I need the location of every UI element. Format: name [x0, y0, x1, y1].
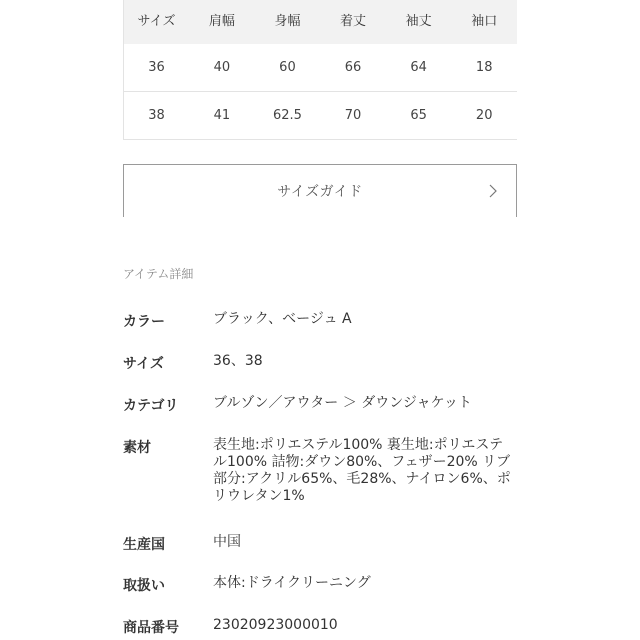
detail-value: 中国	[213, 534, 241, 550]
table-cell: 41	[189, 92, 255, 140]
table-cell: 66	[320, 44, 386, 92]
table-cell: 36	[124, 44, 190, 92]
table-row	[124, 44, 518, 92]
table-cell: 38	[124, 92, 190, 140]
chevron-right-icon	[486, 184, 500, 198]
table-cell: 65	[386, 92, 452, 140]
size-table-header	[124, 0, 518, 44]
table-cell: 64	[386, 44, 452, 92]
item-details-heading: アイテム詳細	[123, 267, 194, 281]
size-guide-label: サイズガイド	[277, 184, 363, 200]
table-row	[124, 92, 518, 140]
detail-label: カラー	[123, 314, 165, 330]
header-body-width: 身幅	[255, 0, 321, 44]
detail-row-material	[123, 437, 523, 505]
detail-label: 商品番号	[123, 620, 179, 636]
material-line: ル100% 詰物:ダウン80%、フェザー20% リブ	[213, 454, 511, 470]
header-sleeve-length: 袖丈	[386, 0, 452, 44]
table-cell: 70	[320, 92, 386, 140]
detail-label: 素材	[123, 440, 151, 456]
detail-row-size	[123, 353, 523, 373]
detail-value-material	[213, 437, 523, 505]
detail-value: 36、38	[213, 353, 263, 369]
detail-value: ブルゾン／アウター ＞ ダウンジャケット	[213, 395, 472, 411]
material-line: リウレタン1%	[213, 488, 305, 504]
header-size: サイズ	[124, 0, 190, 44]
detail-label: サイズ	[123, 356, 164, 372]
detail-value: ブラック、ベージュ A	[213, 311, 352, 327]
size-table	[123, 0, 517, 140]
detail-row-category	[123, 395, 523, 415]
detail-value: 本体:ドライクリーニング	[213, 575, 371, 591]
detail-value: 23020923000010	[213, 617, 338, 633]
header-shoulder-width: 肩幅	[189, 0, 255, 44]
table-cell: 60	[255, 44, 321, 92]
table-cell: 62.5	[255, 92, 321, 140]
table-cell: 18	[451, 44, 517, 92]
material-line: 表生地:ポリエステル100% 裏生地:ポリエステ	[213, 437, 504, 453]
size-guide-button[interactable]	[123, 164, 517, 217]
material-line: 部分:アクリル65%、毛28%、ナイロン6%、ポ	[213, 471, 511, 487]
detail-row-color	[123, 311, 523, 331]
detail-label: カテゴリ	[123, 398, 179, 414]
detail-row-care	[123, 575, 523, 595]
detail-row-country	[123, 534, 523, 554]
header-length: 着丈	[320, 0, 386, 44]
table-cell: 20	[451, 92, 517, 140]
detail-label: 生産国	[123, 537, 165, 553]
header-cuff: 袖口	[451, 0, 517, 44]
table-cell: 40	[189, 44, 255, 92]
detail-label: 取扱い	[123, 578, 165, 594]
detail-row-product-number	[123, 617, 523, 637]
